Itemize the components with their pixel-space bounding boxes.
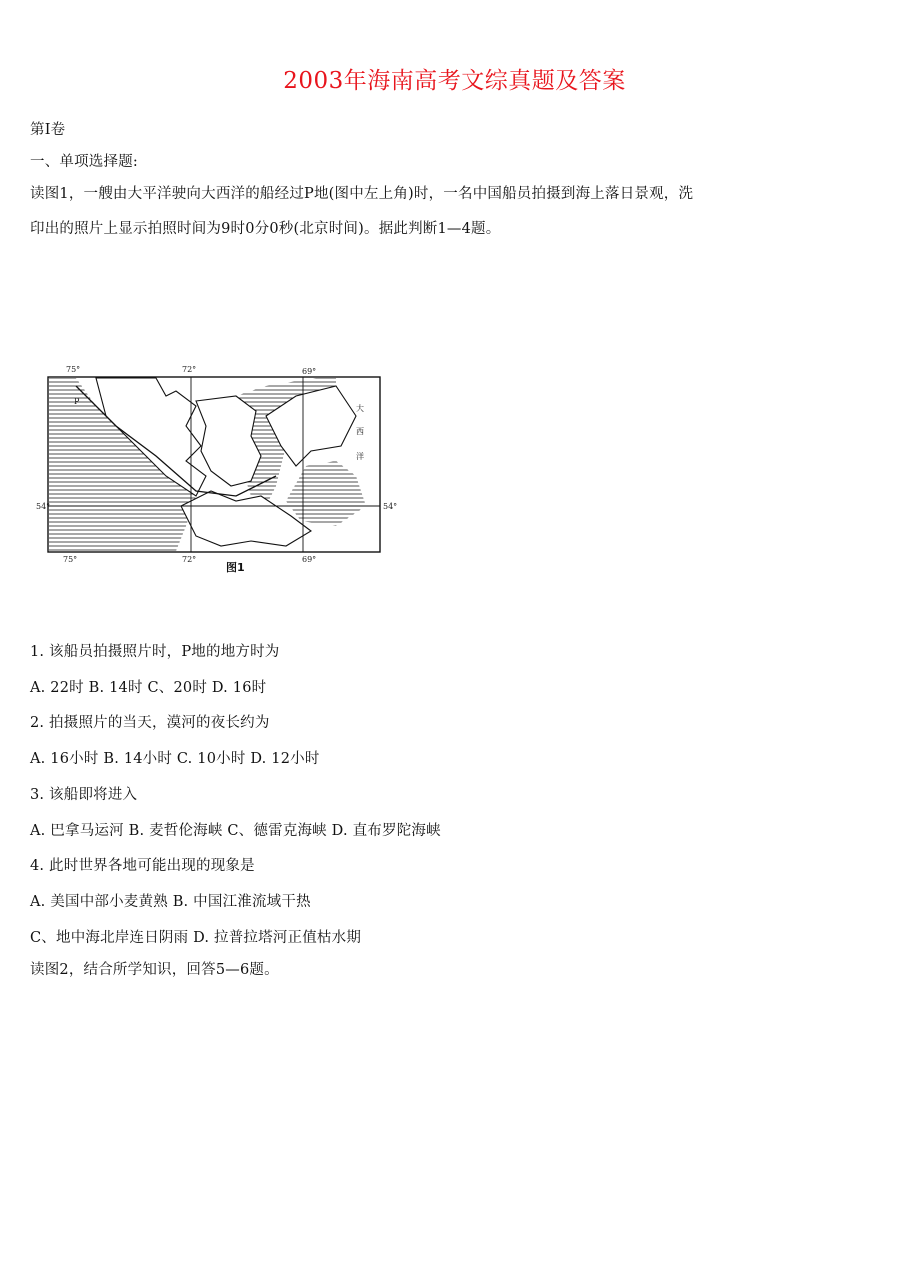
- lon-label-bottom-69: 69°: [302, 555, 317, 564]
- lon-label-top-72: 72°: [182, 365, 197, 374]
- section-heading: 第Ⅰ卷: [30, 122, 66, 138]
- ocean-label-3: 洋: [356, 452, 364, 461]
- ocean-label-1: 大: [356, 404, 364, 413]
- question-4-options: A. 美国中部小麦黄熟 B. 中国江淮流域干热: [30, 894, 311, 910]
- question-1-options: A. 22时 B. 14时 C、20时 D. 16时: [30, 680, 267, 696]
- part-heading: 一、单项选择题:: [30, 154, 138, 170]
- lat-label-left-54: 54°: [36, 502, 51, 511]
- ocean-label-2: 西: [356, 427, 364, 436]
- figure-caption: 图1: [226, 561, 245, 574]
- next-section-intro: 读图2，结合所学知识，回答5—6题。: [30, 962, 279, 978]
- lon-label-bottom-75: 75°: [63, 555, 78, 564]
- question-3-stem: 3. 该船即将进入: [30, 787, 138, 803]
- lat-label-right-54: 54°: [383, 502, 398, 511]
- question-3-options: A. 巴拿马运河 B. 麦哲伦海峡 C、德雷克海峡 D. 直布罗陀海峡: [30, 823, 441, 839]
- figure-1-map: [36, 356, 406, 574]
- lon-label-top-69: 69°: [302, 367, 317, 376]
- point-p-label: P: [74, 397, 80, 406]
- question-4-options-2: C、地中海北岸连日阴雨 D. 拉普拉塔河正值枯水期: [30, 930, 362, 946]
- intro-text-line-1: 读图1，一艘由大平洋驶向大西洋的船经过P地(图中左上角)时，一名中国船员拍摄到海上落日景观，洗: [30, 186, 694, 202]
- question-2-stem: 2. 拍摄照片的当天，漠河的夜长约为: [30, 715, 270, 731]
- lon-label-bottom-72: 72°: [182, 555, 197, 564]
- question-2-options: A. 16小时 B. 14小时 C. 10小时 D. 12小时: [30, 751, 320, 767]
- document-title: 2003年海南高考文综真题及答案: [283, 68, 626, 94]
- question-1-stem: 1. 该船员拍摄照片时，P地的地方时为: [30, 644, 280, 660]
- question-4-stem: 4. 此时世界各地可能出现的现象是: [30, 858, 255, 874]
- lon-label-top-75: 75°: [66, 365, 81, 374]
- map-svg: [36, 356, 406, 574]
- intro-text-line-2: 印出的照片上显示拍照时间为9时0分0秒(北京时间)。据此判断1—4题。: [30, 221, 501, 237]
